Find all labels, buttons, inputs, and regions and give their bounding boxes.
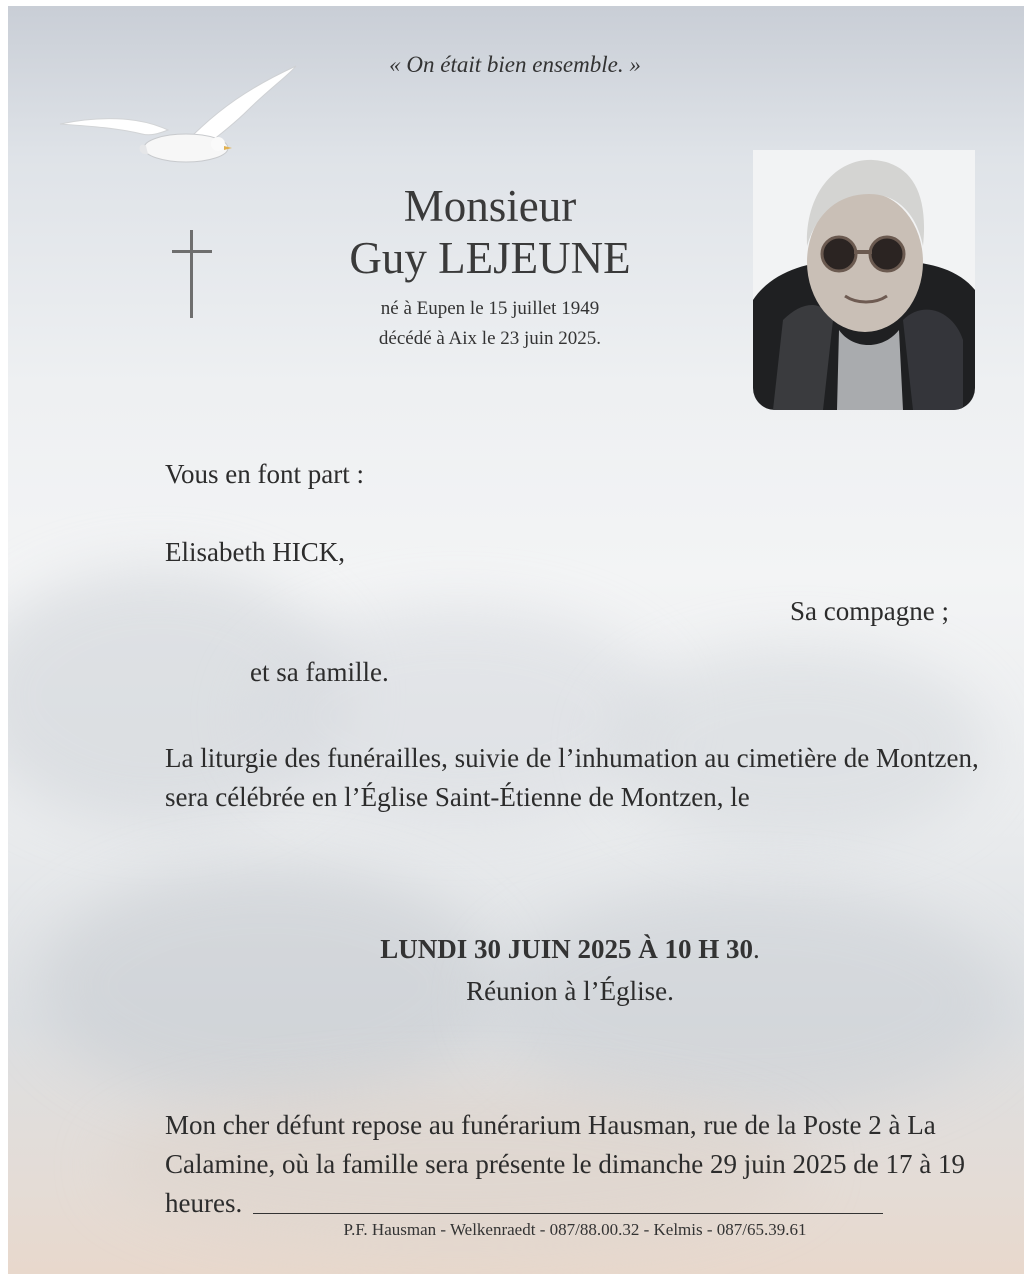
latin-cross-icon — [170, 228, 214, 320]
family-line: et sa famille. — [250, 657, 389, 687]
mourner-name: Elisabeth HICK, — [165, 537, 345, 567]
ceremony-text: La liturgie des funérailles, suivie de l’inhumation au cimetière de Montzen, sera célébrée en l’Église Saint-Étienne de Montzen, le — [165, 743, 979, 812]
mourner-role: Sa compagne ; — [790, 596, 949, 626]
ceremony-date-suffix: . — [753, 934, 760, 964]
deceased-name: Guy LEJEUNE — [349, 233, 631, 283]
meeting-place: Réunion à l’Église. — [466, 976, 674, 1006]
deceased-title: Monsieur — [403, 181, 577, 231]
death-info: décédé à Aix le 23 juin 2025. — [378, 328, 602, 349]
birth-info: né à Eupen le 15 juillet 1949 — [380, 298, 600, 319]
portrait-photo — [753, 150, 975, 410]
epigraph-quote: « On était bien ensemble. » — [389, 52, 641, 77]
announcement-intro: Vous en font part : — [165, 459, 364, 489]
ceremony-date — [0, 934, 1030, 965]
ceremony-date-time: LUNDI 30 JUIN 2025 À 10 H 30 — [380, 934, 754, 964]
visitation-text: Mon cher défunt repose au funérarium Hausman, rue de la Poste 2 à La Calamine, où la famille sera présente le dimanche 29 juin 2025 de 17 à 19 heures. — [165, 1110, 965, 1218]
footer-divider — [253, 1213, 883, 1214]
funeral-home-footer: P.F. Hausman - Welkenraedt - 087/88.00.32 - Kelmis - 087/65.39.61 — [343, 1220, 807, 1239]
